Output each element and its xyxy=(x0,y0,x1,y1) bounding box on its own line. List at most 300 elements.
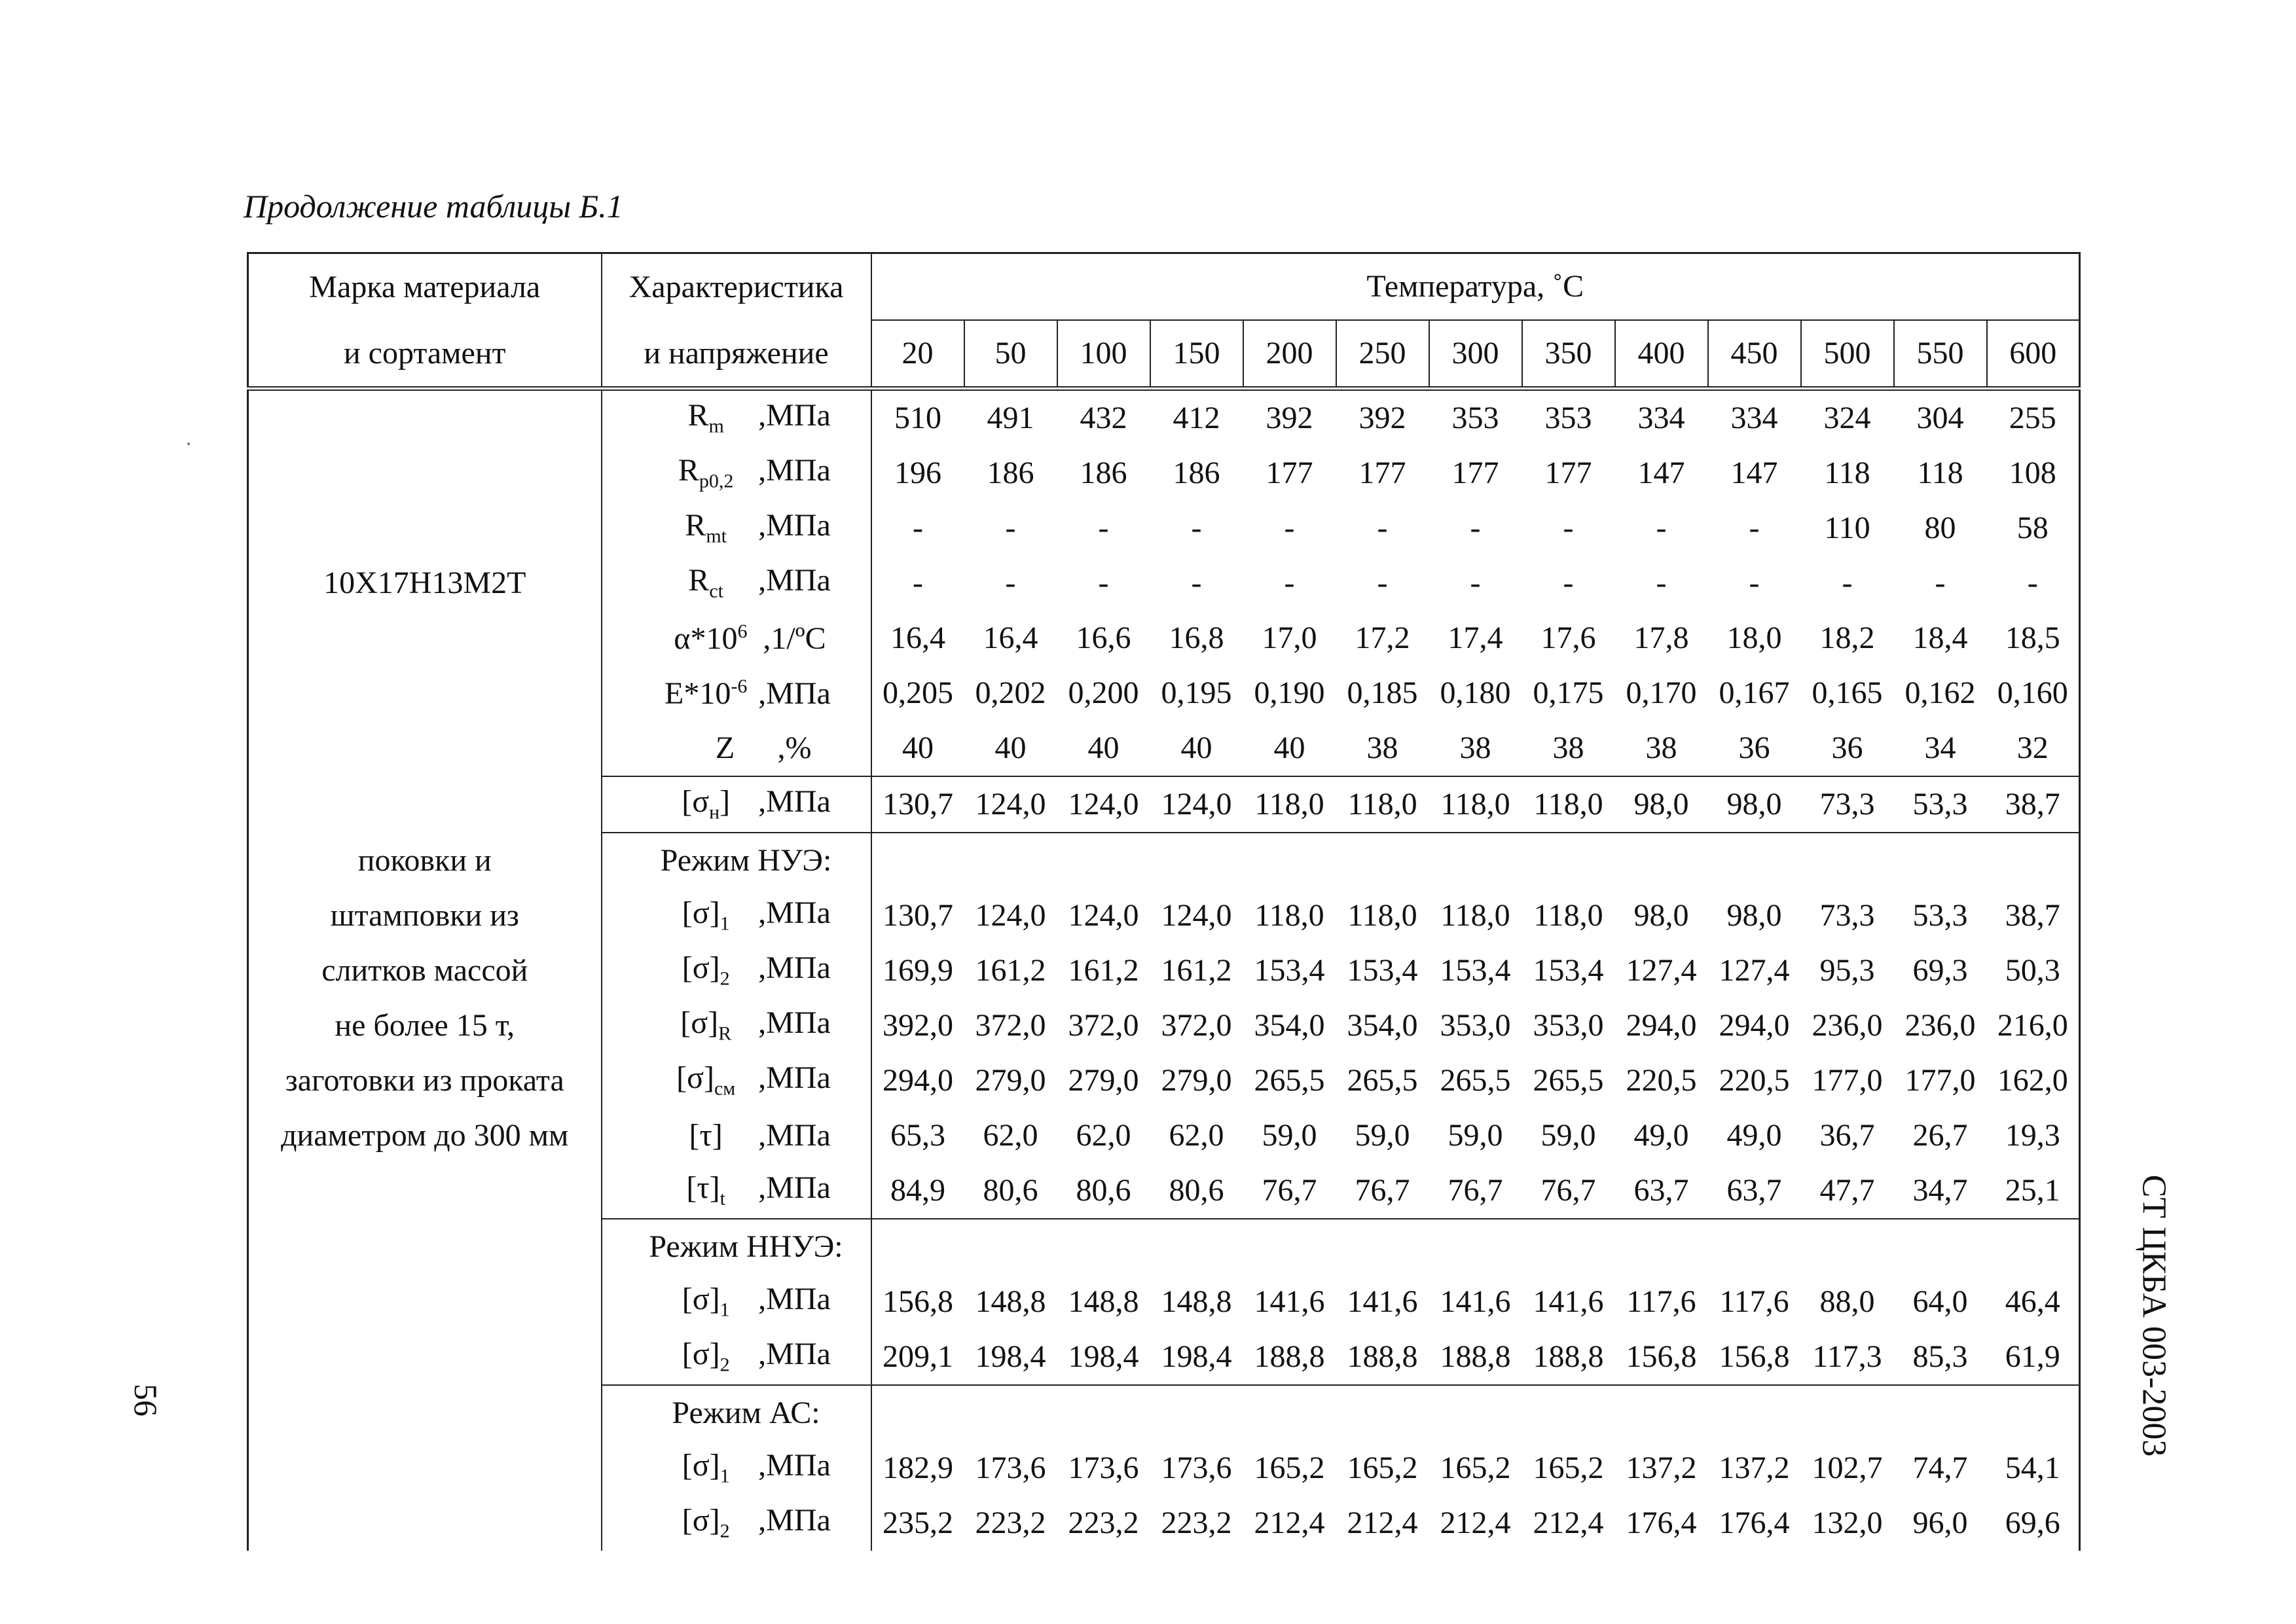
characteristic-cell xyxy=(602,943,871,998)
symbol-text: [τ] xyxy=(686,1170,720,1206)
value-cell: 147 xyxy=(1637,456,1685,490)
value-cell: 182,9 xyxy=(871,1441,964,1496)
value-cell: 153,4 xyxy=(1347,953,1418,988)
properties-table xyxy=(247,252,2081,1551)
value-cell: 188,8 xyxy=(1429,1329,1522,1385)
unit-label: ,МПа xyxy=(758,784,831,820)
empty-cell xyxy=(1150,1219,1243,1274)
value-cell: 118,0 xyxy=(1533,898,1603,933)
material-cell xyxy=(248,666,602,721)
characteristic-cell xyxy=(602,888,871,943)
value-cell: 141,6 xyxy=(1440,1284,1511,1319)
empty-cell xyxy=(964,1219,1057,1274)
unit-label: ,МПа xyxy=(758,1337,831,1372)
value-cell: 212,4 xyxy=(1533,1506,1604,1540)
value-cell: 188,8 xyxy=(1243,1329,1336,1385)
value-cell: 18,2 xyxy=(1819,621,1875,655)
value-cell: 118 xyxy=(1917,456,1963,490)
value-cell: 177 xyxy=(1544,456,1592,490)
empty-cell xyxy=(1150,1385,1243,1441)
value-cell: 156,8 xyxy=(1615,1329,1708,1385)
value-cell: - xyxy=(1656,566,1667,600)
symbol-subscript: ct xyxy=(709,580,723,602)
unit-label: ,% xyxy=(777,731,812,765)
value-cell: 64,0 xyxy=(1912,1284,1968,1319)
symbol-text: R xyxy=(687,398,709,433)
symbol-text: α*10 xyxy=(674,621,738,656)
value-cell: 304 xyxy=(1894,389,1987,446)
empty-cell xyxy=(1243,1385,1336,1441)
value-cell: 209,1 xyxy=(871,1329,964,1385)
symbol-text: [σ] xyxy=(682,950,720,986)
value-cell: 0,170 xyxy=(1626,676,1697,710)
value-cell: 165,2 xyxy=(1254,1451,1325,1485)
symbol-text: R xyxy=(688,563,710,598)
value-cell: 38 xyxy=(1429,721,1522,776)
characteristic-cell xyxy=(602,666,871,721)
material-cell xyxy=(248,721,602,776)
temperature-cell: 100 xyxy=(1057,320,1150,389)
mode-title: Режим ННУЭ: xyxy=(602,1219,871,1274)
value-cell: 53,3 xyxy=(1894,776,1987,833)
value-cell: - xyxy=(1005,566,1016,600)
characteristic-cell xyxy=(602,611,871,666)
value-cell: 235,2 xyxy=(871,1496,964,1551)
value-cell: 265,5 xyxy=(1440,1063,1511,1098)
table-row xyxy=(248,611,2080,666)
symbol-text: [σ] xyxy=(680,1005,719,1041)
value-cell: 0,185 xyxy=(1347,676,1418,710)
table-row xyxy=(248,721,2080,776)
value-cell: 16,6 xyxy=(1076,621,1131,655)
value-cell: 85,3 xyxy=(1894,1329,1987,1385)
mode-title-row xyxy=(248,1219,2080,1274)
value-cell: 127,4 xyxy=(1626,953,1697,988)
value-cell: 198,4 xyxy=(964,1329,1057,1385)
value-cell: 220,5 xyxy=(1626,1063,1697,1098)
characteristic-header-line2: и напряжение xyxy=(602,320,871,389)
value-cell: 255 xyxy=(1987,389,2080,446)
value-cell: 212,4 xyxy=(1254,1506,1325,1540)
empty-cell xyxy=(1243,1219,1336,1274)
value-cell: 137,2 xyxy=(1719,1451,1790,1485)
value-cell: 124,0 xyxy=(1161,898,1232,933)
value-cell: 392 xyxy=(1336,389,1429,446)
value-cell: 18,5 xyxy=(1987,611,2080,666)
table-row xyxy=(248,1441,2080,1496)
value-cell: 80 xyxy=(1924,511,1956,545)
table-row xyxy=(248,888,2080,943)
value-cell: - xyxy=(1377,566,1388,600)
value-cell: 196 xyxy=(871,446,964,501)
characteristic-symbol xyxy=(653,1062,758,1099)
empty-cell xyxy=(1057,833,1150,888)
value-cell: 165,2 xyxy=(1533,1451,1604,1485)
value-cell: 294,0 xyxy=(1719,1008,1790,1043)
empty-cell xyxy=(1801,1385,1894,1441)
mode-title: Режим АС: xyxy=(602,1385,871,1441)
value-cell: 54,1 xyxy=(1987,1441,2080,1496)
symbol-superscript: 6 xyxy=(737,621,748,642)
value-cell: 177 xyxy=(1358,456,1406,490)
unit-label: ,МПа xyxy=(758,1118,831,1153)
value-cell: 161,2 xyxy=(1161,953,1232,988)
characteristic-symbol xyxy=(658,622,763,655)
value-cell: - xyxy=(1470,566,1481,600)
unit-label: ,МПа xyxy=(758,1005,831,1041)
value-cell: 73,3 xyxy=(1819,898,1875,933)
value-cell: 117,3 xyxy=(1801,1329,1894,1385)
table-row xyxy=(248,776,2080,833)
value-cell: 141,6 xyxy=(1347,1284,1418,1319)
value-cell: 98,0 xyxy=(1633,898,1689,933)
unit-label: ,МПа xyxy=(758,676,831,711)
empty-cell xyxy=(1708,833,1801,888)
value-cell: 76,7 xyxy=(1522,1163,1615,1219)
table-row xyxy=(248,501,2080,556)
characteristic-symbol xyxy=(653,455,758,492)
value-cell: 80,6 xyxy=(964,1163,1057,1219)
value-cell: 265,5 xyxy=(1347,1063,1418,1098)
temperature-cell: 150 xyxy=(1150,320,1243,389)
value-cell: 46,4 xyxy=(1987,1274,2080,1329)
temperature-cell: 20 xyxy=(871,320,964,389)
characteristic-symbol xyxy=(653,1284,758,1320)
empty-cell xyxy=(1615,1219,1708,1274)
value-cell: 334 xyxy=(1615,389,1708,446)
value-cell: 69,3 xyxy=(1912,953,1968,988)
characteristic-cell xyxy=(602,556,871,611)
temperature-cell: 50 xyxy=(964,320,1057,389)
value-cell: 98,0 xyxy=(1615,776,1708,833)
value-cell: 186 xyxy=(987,456,1034,490)
value-cell: - xyxy=(1987,556,2080,611)
value-cell: 63,7 xyxy=(1615,1163,1708,1219)
empty-cell xyxy=(871,833,964,888)
symbol-text: [σ] xyxy=(682,1282,720,1317)
characteristic-cell xyxy=(602,501,871,556)
empty-cell xyxy=(1057,1385,1150,1441)
value-cell: 62,0 xyxy=(1076,1118,1131,1153)
value-cell: 153,4 xyxy=(1254,953,1325,988)
characteristic-symbol xyxy=(653,400,758,437)
value-cell: 58 xyxy=(1987,501,2080,556)
empty-cell xyxy=(1522,1385,1615,1441)
material-cell xyxy=(248,1219,602,1274)
value-cell: 17,4 xyxy=(1448,621,1503,655)
value-cell: - xyxy=(1377,511,1388,545)
symbol-text: [σ] xyxy=(682,895,720,931)
value-cell: 117,6 xyxy=(1626,1284,1696,1319)
value-cell: - xyxy=(871,501,964,556)
value-cell: 279,0 xyxy=(1161,1063,1232,1098)
symbol-subscript: 1 xyxy=(720,1299,730,1321)
value-cell: 177,0 xyxy=(1904,1063,1976,1098)
value-cell: 18,0 xyxy=(1726,621,1782,655)
value-cell: 324 xyxy=(1801,389,1894,446)
characteristic-cell xyxy=(602,1053,871,1108)
value-cell: 53,3 xyxy=(1912,898,1968,933)
value-cell: 102,7 xyxy=(1812,1451,1883,1485)
table-row xyxy=(248,556,2080,611)
empty-cell xyxy=(1987,833,2080,888)
characteristic-symbol xyxy=(653,1505,758,1542)
value-cell: 165,2 xyxy=(1347,1451,1418,1485)
characteristic-symbol xyxy=(653,1339,758,1375)
value-cell: 62,0 xyxy=(1169,1118,1224,1153)
assortment-line: поковки и xyxy=(248,833,602,888)
material-header: Марка материала xyxy=(248,253,602,321)
value-cell: 124,0 xyxy=(964,776,1057,833)
value-cell: 32 xyxy=(1987,721,2080,776)
symbol-subscript: см xyxy=(714,1077,736,1100)
characteristic-symbol xyxy=(653,510,758,547)
empty-cell xyxy=(1150,833,1243,888)
characteristic-cell xyxy=(602,721,871,776)
value-cell: - xyxy=(1563,566,1574,600)
value-cell: 76,7 xyxy=(1429,1163,1522,1219)
temperature-cell: 200 xyxy=(1243,320,1336,389)
empty-cell xyxy=(1987,1219,2080,1274)
table-row xyxy=(248,998,2080,1053)
value-cell: - xyxy=(1842,566,1853,600)
value-cell: 392 xyxy=(1243,389,1336,446)
mode-title-row xyxy=(248,1385,2080,1441)
value-cell: 0,165 xyxy=(1812,676,1883,710)
value-cell: 223,2 xyxy=(1068,1506,1139,1540)
empty-cell xyxy=(1336,1385,1429,1441)
value-cell: 49,0 xyxy=(1726,1118,1782,1153)
value-cell: 353,0 xyxy=(1533,1008,1604,1043)
value-cell: 38,7 xyxy=(1987,776,2080,833)
symbol-subscript: t xyxy=(720,1187,725,1210)
value-cell: 59,0 xyxy=(1262,1118,1317,1153)
temperature-cell: 550 xyxy=(1894,320,1987,389)
characteristic-symbol xyxy=(653,1007,758,1044)
value-cell: 36 xyxy=(1708,721,1801,776)
value-cell: 186 xyxy=(1080,456,1127,490)
header-row xyxy=(248,320,2080,389)
symbol-subscript: m xyxy=(708,415,724,437)
table-row xyxy=(248,1163,2080,1219)
value-cell: 118,0 xyxy=(1254,898,1324,933)
temperature-cell: 350 xyxy=(1522,320,1615,389)
symbol-text: [τ] xyxy=(689,1118,723,1153)
value-cell: 212,4 xyxy=(1440,1506,1511,1540)
value-cell: 148,8 xyxy=(1068,1284,1139,1319)
characteristic-symbol xyxy=(653,1120,758,1151)
value-cell: 510 xyxy=(871,389,964,446)
value-cell: 177 xyxy=(1266,456,1313,490)
symbol-subscript: н xyxy=(709,801,720,823)
value-cell: 59,0 xyxy=(1448,1118,1503,1153)
value-cell: 18,4 xyxy=(1912,621,1968,655)
empty-cell xyxy=(1522,1219,1615,1274)
value-cell: - xyxy=(1563,511,1574,545)
value-cell: 38,7 xyxy=(1987,888,2080,943)
value-cell: - xyxy=(1098,511,1109,545)
assortment-line: штамповки из xyxy=(248,888,602,943)
value-cell: 38 xyxy=(1522,721,1615,776)
material-cell xyxy=(248,446,602,501)
value-cell: 36 xyxy=(1801,721,1894,776)
symbol-subscript: 2 xyxy=(720,1520,730,1542)
assortment-line: слитков массой xyxy=(248,943,602,998)
unit-label: ,МПа xyxy=(758,950,831,986)
value-cell: 34 xyxy=(1894,721,1987,776)
value-cell: 17,0 xyxy=(1262,621,1317,655)
symbol-text: [σ] xyxy=(676,1060,714,1096)
characteristic-symbol xyxy=(653,565,758,602)
characteristic-symbol xyxy=(673,732,778,764)
value-cell: - xyxy=(1098,566,1109,600)
value-cell: 0,205 xyxy=(871,666,964,721)
value-cell: 148,8 xyxy=(1161,1284,1232,1319)
symbol-text: [σ xyxy=(682,784,710,820)
empty-cell xyxy=(1057,1219,1150,1274)
symbol-text: E*10 xyxy=(665,676,731,711)
empty-cell xyxy=(964,833,1057,888)
value-cell: - xyxy=(1191,511,1202,545)
value-cell: 84,9 xyxy=(871,1163,964,1219)
scan-speck xyxy=(187,442,190,445)
value-cell: 162,0 xyxy=(1987,1053,2080,1108)
material-cell xyxy=(248,1163,602,1219)
empty-cell xyxy=(964,1385,1057,1441)
value-cell: 147 xyxy=(1730,456,1778,490)
characteristic-symbol xyxy=(653,897,758,934)
symbol-text: R xyxy=(685,508,706,543)
characteristic-symbol xyxy=(653,786,758,823)
value-cell: 265,5 xyxy=(1254,1063,1325,1098)
value-cell: 392,0 xyxy=(871,998,964,1053)
mode-title-row xyxy=(248,833,2080,888)
empty-cell xyxy=(1708,1385,1801,1441)
characteristic-cell xyxy=(602,1496,871,1551)
unit-label: ,МПа xyxy=(758,453,831,488)
material-cell xyxy=(248,1329,602,1385)
assortment-line: заготовки из проката xyxy=(248,1053,602,1108)
table-caption: Продолжение таблицы Б.1 xyxy=(244,188,623,225)
empty-cell xyxy=(1336,833,1429,888)
unit-label: ,МПа xyxy=(758,895,831,931)
value-cell: 148,8 xyxy=(975,1284,1046,1319)
characteristic-cell xyxy=(602,446,871,501)
empty-cell xyxy=(1615,833,1708,888)
value-cell: 0,195 xyxy=(1161,676,1232,710)
value-cell: 80,6 xyxy=(1057,1163,1150,1219)
value-cell: 26,7 xyxy=(1912,1118,1968,1153)
document-code-text: СТ ЦКБА 003-2003 xyxy=(2135,1174,2173,1457)
value-cell: 16,8 xyxy=(1169,621,1224,655)
temperature-cell: 600 xyxy=(1987,320,2080,389)
value-cell: 40 xyxy=(871,721,964,776)
value-cell: - xyxy=(1191,566,1202,600)
empty-cell xyxy=(1801,1219,1894,1274)
value-cell: 118,0 xyxy=(1429,776,1522,833)
material-cell xyxy=(248,501,602,556)
assortment-line: не более 15 т, xyxy=(248,998,602,1053)
temperature-cell: 300 xyxy=(1429,320,1522,389)
material-cell xyxy=(248,1385,602,1441)
header-row xyxy=(248,253,2080,321)
symbol-subscript: p0,2 xyxy=(699,470,734,492)
value-cell: 353,0 xyxy=(1440,1008,1511,1043)
empty-cell xyxy=(1615,1385,1708,1441)
characteristic-symbol xyxy=(653,1450,758,1487)
table-row xyxy=(248,1274,2080,1329)
value-cell: 173,6 xyxy=(975,1451,1046,1485)
value-cell: 40 xyxy=(1150,721,1243,776)
value-cell: 108 xyxy=(1987,446,2080,501)
empty-cell xyxy=(871,1385,964,1441)
value-cell: 17,6 xyxy=(1540,621,1596,655)
temperature-header: Температура, ˚С xyxy=(871,253,2080,321)
value-cell: - xyxy=(1284,511,1295,545)
value-cell: 372,0 xyxy=(1161,1008,1232,1043)
value-cell: 50,3 xyxy=(1987,943,2080,998)
value-cell: 17,2 xyxy=(1355,621,1410,655)
characteristic-symbol xyxy=(653,1172,758,1209)
value-cell: 161,2 xyxy=(1068,953,1139,988)
value-cell: - xyxy=(1749,511,1760,545)
value-cell: - xyxy=(1656,511,1667,545)
empty-cell xyxy=(1894,1219,1987,1274)
table-row xyxy=(248,943,2080,998)
value-cell: 62,0 xyxy=(983,1118,1038,1153)
value-cell: 59,0 xyxy=(1355,1118,1410,1153)
value-cell: 354,0 xyxy=(1347,1008,1418,1043)
value-cell: 173,6 xyxy=(1161,1451,1232,1485)
value-cell: 63,7 xyxy=(1708,1163,1801,1219)
value-cell: 124,0 xyxy=(975,898,1046,933)
value-cell: 177 xyxy=(1451,456,1499,490)
value-cell: 95,3 xyxy=(1819,953,1875,988)
value-cell: 173,6 xyxy=(1068,1451,1139,1485)
value-cell: 279,0 xyxy=(975,1063,1046,1098)
value-cell: 118 xyxy=(1824,456,1870,490)
value-cell: 354,0 xyxy=(1254,1008,1325,1043)
empty-cell xyxy=(1429,1219,1522,1274)
value-cell: 74,7 xyxy=(1912,1451,1968,1485)
value-cell: 80,6 xyxy=(1150,1163,1243,1219)
value-cell: 223,2 xyxy=(1161,1506,1232,1540)
value-cell: 76,7 xyxy=(1336,1163,1429,1219)
unit-label: ,МПа xyxy=(758,398,831,433)
value-cell: 61,9 xyxy=(1987,1329,2080,1385)
value-cell: 265,5 xyxy=(1533,1063,1604,1098)
value-cell: 88,0 xyxy=(1819,1284,1875,1319)
table-row xyxy=(248,1053,2080,1108)
value-cell: 76,7 xyxy=(1243,1163,1336,1219)
symbol-close: ] xyxy=(720,784,731,820)
value-cell: 141,6 xyxy=(1533,1284,1604,1319)
value-cell: 216,0 xyxy=(1987,998,2080,1053)
value-cell: 19,3 xyxy=(1987,1108,2080,1163)
value-cell: 156,8 xyxy=(871,1274,964,1329)
value-cell: 294,0 xyxy=(871,1053,964,1108)
value-cell: 432 xyxy=(1057,389,1150,446)
symbol-text: [σ] xyxy=(682,1503,720,1538)
value-cell: 212,4 xyxy=(1347,1506,1418,1540)
value-cell: 0,190 xyxy=(1254,676,1325,710)
empty-cell xyxy=(1522,833,1615,888)
material-cell xyxy=(248,1274,602,1329)
value-cell: 110 xyxy=(1824,511,1870,545)
value-cell: 137,2 xyxy=(1626,1451,1697,1485)
value-cell: 353 xyxy=(1522,389,1615,446)
value-cell: 156,8 xyxy=(1708,1329,1801,1385)
